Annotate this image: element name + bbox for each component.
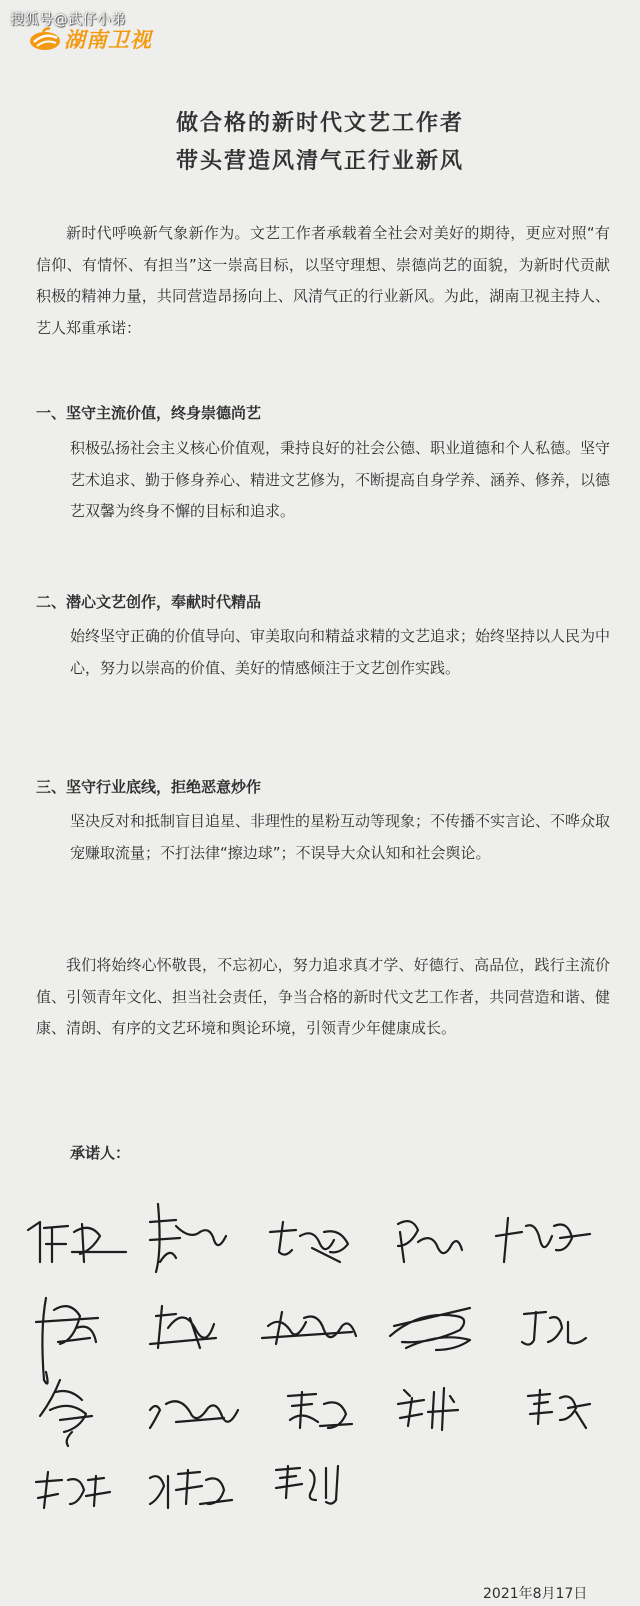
signature (270, 1222, 348, 1262)
signature (398, 1221, 462, 1262)
document-date: 2021年8月17日 (483, 1586, 588, 1602)
signature (150, 1470, 232, 1508)
signature (288, 1392, 352, 1428)
document-title-line2: 带头营造风清气正行业新风 (175, 149, 464, 174)
signer-label: 承诺人： (70, 1144, 131, 1162)
signature (262, 1312, 356, 1344)
signature (522, 1312, 586, 1345)
section-1-body: 积极弘扬社会主义核心价值观，秉持良好的社会公德、职业道德和个人私德。坚守艺术追求、勤于修身养心、精进文艺修为，不断提高自身学养、涵养、修养，以德艺双馨为终身不懈的目标和追求。 (70, 439, 611, 520)
section-1-heading: 一、坚守主流价值，终身崇德尚艺 (36, 404, 262, 422)
document-title-line1: 做合格的新时代文艺工作者 (175, 111, 464, 136)
signature (150, 1306, 216, 1348)
signature (36, 1298, 98, 1384)
section-2-body: 始终坚守正确的价值导向、审美取向和精益求精的文艺追求；始终坚持以人民为中心，努力以崇高的价值、美好的情感倾注于文艺创作实践。 (70, 627, 611, 677)
signature (398, 1388, 458, 1430)
signature (150, 1204, 226, 1272)
signature (528, 1390, 590, 1428)
section-3-heading: 三、坚守行业底线，拒绝恶意炒作 (36, 778, 262, 796)
signature (150, 1401, 238, 1428)
section-2-heading: 二、潜心文艺创作，奉献时代精品 (36, 593, 262, 611)
closing-paragraph: 我们将始终心怀敬畏，不忘初心，努力追求真才学、好德行、高品位，践行主流价值、引领青年文化、担当社会责任，争当合格的新时代文艺工作者，共同营造和谐、健康、清朗、有序的文艺环境和舆论环境，引领青少年健康成长。 (36, 956, 610, 1037)
signature (28, 1222, 126, 1262)
section-3-body: 坚决反对和抵制盲目追星、非理性的星粉互动等现象；不传播不实言论、不哗众取宠赚取流量；不打法律“擦边球”；不误导大众认知和社会舆论。 (70, 812, 611, 862)
intro-paragraph: 新时代呼唤新气象新作为。文艺工作者承载着全社会对美好的期待，更应对照“有信仰、有情怀、有担当”这一崇高目标，以坚守理想、崇德尚艺的面貌，为新时代贡献积极的精神力量，共同营造昂扬向上、风清气正的行业新风。为此，湖南卫视主持人、艺人郑重承诺： (36, 224, 610, 337)
signature (36, 1472, 110, 1508)
signature (496, 1218, 590, 1262)
signature (40, 1380, 92, 1446)
watermark-text: 搜狐号@武仔小弟 (10, 12, 126, 28)
signature (390, 1308, 470, 1350)
logo-text: 湖南卫视 (64, 28, 152, 52)
signature (276, 1466, 338, 1504)
